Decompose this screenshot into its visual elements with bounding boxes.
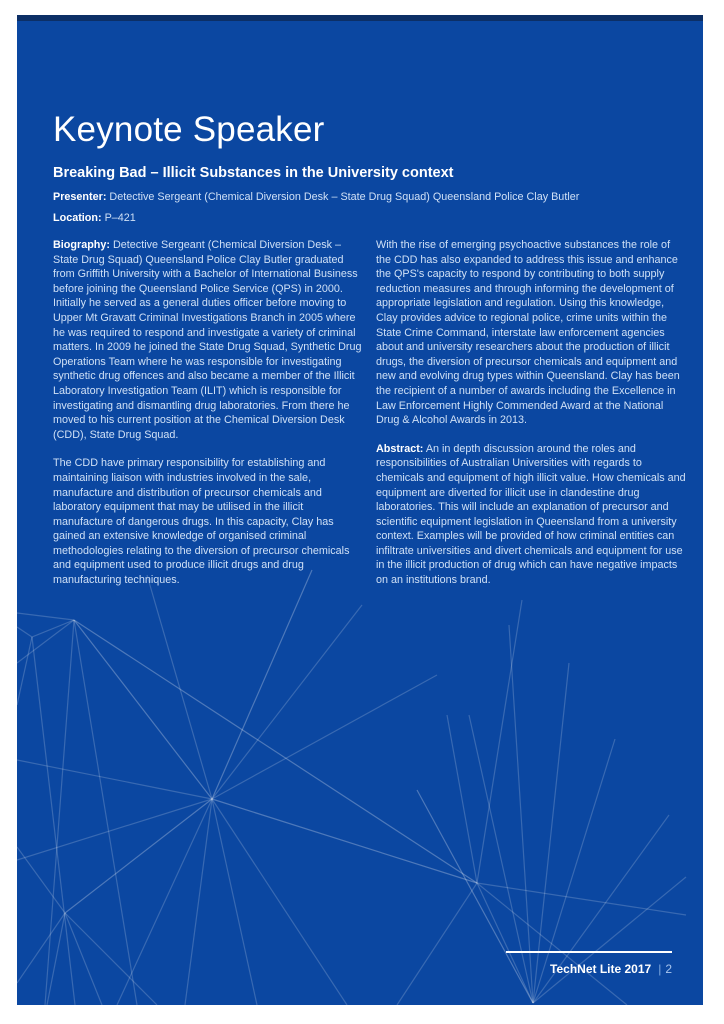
location-label: Location: (53, 212, 102, 224)
abstract-text: An in depth discussion around the roles and responsibilities of Australian Universities with regards to chemicals and equipment of high illicit value. How chemicals and equipment are diverted for illicit use in clandestine drug laboratories. This will include an explanation of precursor and scientific equipment legislation in Queensland from a university context. Examples will be provided of how criminal entities can infiltrate universities and divert chemicals and equipment for use in the illicit production of drug which can have negative impacts on an institutions brand. (376, 442, 686, 587)
footer-divider: | (658, 962, 662, 976)
presenter-label: Presenter: (53, 191, 107, 203)
biography-paragraph-1 (53, 238, 363, 442)
footer-event-name: TechNet Lite 2017 (550, 962, 652, 976)
footer-rule (506, 951, 672, 953)
right-column (376, 229, 686, 588)
location-line (53, 212, 686, 225)
footer-text (506, 961, 672, 977)
footer-page-number: 2 (665, 962, 672, 976)
page-title: Keynote Speaker (53, 110, 325, 149)
content-card (17, 15, 703, 1005)
biography-label: Biography: (53, 239, 110, 251)
biography-paragraph-2: The CDD have primary responsibility for establishing and maintaining liaison with industries involved in the sale, manufacture and distribution of precursor chemicals and laboratory equipment that may be utilised in the illicit manufacture of dangerous drugs. In this capacity, Clay has gained an extensive knowledge of organised criminal methodologies relating to the diversion of precursor chemicals and equipment used to produce illicit drugs and drug manufacturing techniques. (53, 457, 350, 587)
left-column (53, 229, 363, 588)
two-column-body (53, 229, 686, 588)
biography-text-1: Detective Sergeant (Chemical Diversion Desk – State Drug Squad) Queensland Police Clay Butler graduated from Griffith University with a Bachelor of International Business before joining the Queensland Police Service (QPS) in 2000. Initially he served as a general duties officer before moving to Upper Mt Gravatt Criminal Investigations Branch in 2005 where he was required to respond and investigate a variety of criminal matters. In 2009 he joined the State Drug Squad, Synthetic Drug Operations Team where he was responsible for investigating synthetic drug offences and also became a member of the Illicit Laboratory Investigation Team (ILIT) which is responsible for investigating and dismantling drug laboratories. From there he moved to his current position at the Chemical Diversion Desk (CDD), State Drug Squad. (53, 239, 362, 441)
biography-paragraph-3: With the rise of emerging psychoactive substances the role of the CDD has also expanded to address this issue and enhance the QPS's capacity to respond by contributing to both supply reduction measures and through informing the development of appropriate legislation and regulation. Using this knowledge, Clay provides advice to regional police, crime units within the State Crime Command, interstate law enforcement agencies about and university researchers about the production of illicit drugs, the diversion of precursor chemicals and equipment and new and evolving drug types within Queensland. Clay has been the recipient of a number of awards including the Excellence in Law Enforcement Highly Commended Award at the National Drug & Alcohol Awards in 2013. (376, 239, 680, 427)
abstract-paragraph (376, 442, 686, 588)
location-value: P–421 (104, 212, 136, 224)
top-accent-bar (17, 15, 703, 21)
page-footer (506, 951, 672, 977)
presenter-value: Detective Sergeant (Chemical Diversion Desk – State Drug Squad) Queensland Police Clay Butler (109, 191, 580, 203)
session-title: Breaking Bad – Illicit Substances in the University context (53, 165, 454, 181)
abstract-label: Abstract: (376, 442, 424, 455)
content-area (17, 15, 703, 588)
presenter-line (53, 191, 686, 204)
